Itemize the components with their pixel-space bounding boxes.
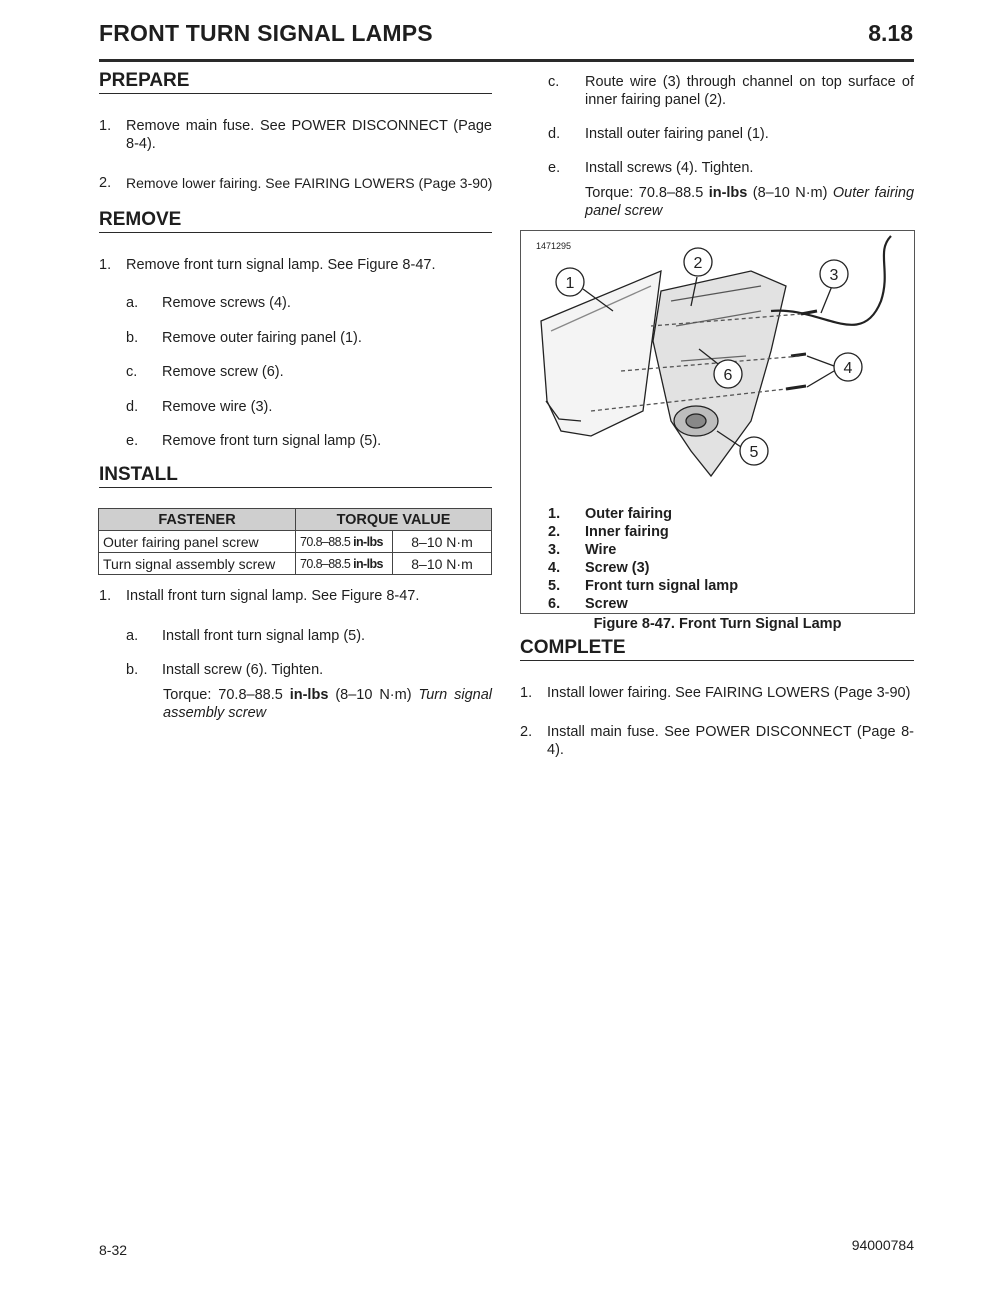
legend-number: 4. xyxy=(548,560,561,576)
figure-caption: Figure 8-47. Front Turn Signal Lamp xyxy=(593,616,842,632)
legend-label: Wire xyxy=(585,542,617,558)
install-substep-d xyxy=(548,125,914,145)
substep-letter: a. xyxy=(126,628,139,644)
torque-nm-cell: 8–10 N·m xyxy=(393,531,492,553)
remove-substep-a xyxy=(126,294,486,314)
install-step-1 xyxy=(99,587,492,607)
legend-label: Screw xyxy=(585,596,628,612)
legend-label: Inner fairing xyxy=(585,524,669,540)
substep-letter: c. xyxy=(126,364,138,380)
substep-letter: d. xyxy=(126,399,139,415)
complete-step-1 xyxy=(520,684,914,704)
fastener-cell: Turn signal assembly screw xyxy=(99,553,296,575)
substep-text: Install front turn signal lamp (5). xyxy=(162,628,366,644)
figure-id: 1471295 xyxy=(536,241,572,251)
substep-letter: e. xyxy=(126,433,139,449)
substep-letter: e. xyxy=(548,160,561,176)
install-substep-b xyxy=(126,661,492,681)
step-text: Remove lower fairing. See FAIRING LOWERS (Page 3-90) xyxy=(126,175,493,191)
legend-number: 1. xyxy=(548,506,561,522)
install-substep-e xyxy=(548,159,914,179)
callout-1: 1 xyxy=(565,275,575,292)
page-number: 8-32 xyxy=(99,1242,128,1258)
substep-letter: b. xyxy=(126,662,139,678)
legend-label: Outer fairing xyxy=(585,506,673,522)
callout-6: 6 xyxy=(723,367,733,384)
step-number: 1. xyxy=(99,588,112,604)
step-number: 1. xyxy=(520,685,533,701)
install-substep-a xyxy=(126,627,492,647)
complete-step-2 xyxy=(520,723,914,763)
remove-substep-b xyxy=(126,329,486,349)
torque-nm-cell: 8–10 N·m xyxy=(393,553,492,575)
install-heading: INSTALL xyxy=(99,464,492,488)
outer-fairing-shape xyxy=(541,271,661,436)
substep-letter: c. xyxy=(548,74,560,90)
torque-prefix: Torque: 70.8–88.5 xyxy=(585,185,704,201)
torque-unit: in-lbs xyxy=(289,687,329,703)
torque-unit: in-lbs xyxy=(708,185,748,201)
torque-inlbs-cell xyxy=(296,553,393,575)
callout-4: 4 xyxy=(843,360,853,377)
table-header-fastener: FASTENER xyxy=(99,509,296,531)
turn-signal-illustration xyxy=(521,231,914,501)
substep-text: Remove wire (3). xyxy=(162,399,273,415)
step-text: Remove front turn signal lamp. See Figure 8-47. xyxy=(126,257,436,273)
substep-letter: a. xyxy=(126,295,139,311)
remove-substep-c xyxy=(126,363,486,383)
substep-text: Remove screw (6). xyxy=(162,364,284,380)
step-text: Install lower fairing. See FAIRING LOWERS (Page 3-90) xyxy=(547,685,911,701)
figure-8-47 xyxy=(520,230,915,614)
substep-text: Route wire (3) through channel on top surface of inner fairing panel (2). xyxy=(585,74,914,108)
torque-metric: (8–10 N·m) xyxy=(335,687,412,703)
step-number: 1. xyxy=(99,257,112,273)
install-substep-c xyxy=(548,73,914,113)
torque-unit: in-lbs xyxy=(353,556,383,571)
substep-text: Remove screws (4). xyxy=(162,295,291,311)
substep-text: Install outer fairing panel (1). xyxy=(585,126,769,142)
torque-unit: in-lbs xyxy=(353,534,383,549)
prepare-step-2 xyxy=(99,174,492,194)
step-number: 2. xyxy=(99,175,112,191)
legend-number: 2. xyxy=(548,524,561,540)
callout-5: 5 xyxy=(749,444,759,461)
callout-3: 3 xyxy=(829,267,839,284)
complete-heading: COMPLETE xyxy=(520,637,914,661)
substep-text: Install screw (6). Tighten. xyxy=(162,662,324,678)
torque-label: Turn signal assembly screw xyxy=(163,687,492,721)
screw-shape xyxy=(786,386,806,389)
step-number: 1. xyxy=(99,118,112,134)
substep-letter: d. xyxy=(548,126,561,142)
remove-substep-e xyxy=(126,432,486,452)
fastener-cell: Outer fairing panel screw xyxy=(99,531,296,553)
torque-value: 70.8–88.5 xyxy=(300,534,351,549)
step-text: Install front turn signal lamp. See Figure 8-47. xyxy=(126,588,420,604)
document-number: 94000784 xyxy=(851,1237,914,1253)
step-text: Remove main fuse. See POWER DISCONNECT (Page 8-4). xyxy=(126,118,492,152)
page-title: FRONT TURN SIGNAL LAMPS xyxy=(99,20,433,46)
torque-prefix: Torque: 70.8–88.5 xyxy=(163,687,283,703)
callout-2: 2 xyxy=(693,255,703,272)
substep-letter: b. xyxy=(126,330,139,346)
torque-inlbs-cell xyxy=(296,531,393,553)
torque-metric: (8–10 N·m) xyxy=(752,185,828,201)
legend-number: 6. xyxy=(548,596,561,612)
prepare-step-1 xyxy=(99,117,492,157)
legend-number: 5. xyxy=(548,578,561,594)
substep-text: Install screws (4). Tighten. xyxy=(585,160,754,176)
legend-number: 3. xyxy=(548,542,561,558)
table-row xyxy=(99,553,492,575)
legend-label: Screw (3) xyxy=(585,560,650,576)
torque-label: Outer fairing panel screw xyxy=(585,185,915,219)
prepare-heading: PREPARE xyxy=(99,70,492,94)
legend-label: Front turn signal lamp xyxy=(585,578,739,594)
substep-text: Remove outer fairing panel (1). xyxy=(162,330,362,346)
screw-shape xyxy=(801,311,817,314)
torque-table xyxy=(98,508,492,575)
table-header-torque: TORQUE VALUE xyxy=(296,509,492,531)
section-number: 8.18 xyxy=(868,20,913,46)
remove-step-1 xyxy=(99,256,492,276)
table-row xyxy=(99,531,492,553)
header-rule xyxy=(99,59,914,62)
substep-text: Remove front turn signal lamp (5). xyxy=(162,433,382,449)
remove-substep-d xyxy=(126,398,486,418)
remove-heading: REMOVE xyxy=(99,209,492,233)
torque-spec-b xyxy=(163,686,492,722)
torque-spec-e xyxy=(585,184,914,220)
torque-value: 70.8–88.5 xyxy=(300,556,351,571)
step-number: 2. xyxy=(520,724,533,740)
step-text: Install main fuse. See POWER DISCONNECT (Page 8-4). xyxy=(547,724,914,758)
